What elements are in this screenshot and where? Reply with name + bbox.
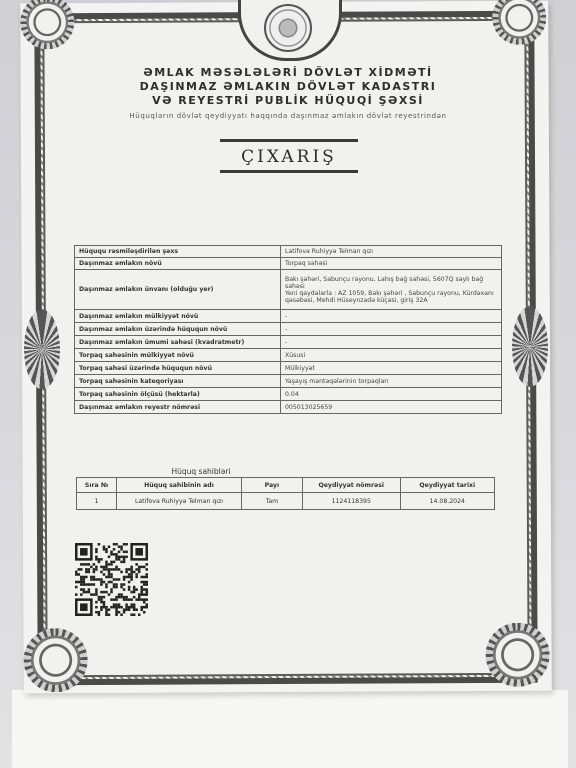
info-value (281, 270, 502, 310)
owners-cell: 1124118395 (302, 493, 400, 510)
info-value-text: Mülkiyyət (285, 364, 315, 372)
owners-cell: Tam (241, 493, 302, 510)
info-value (281, 375, 502, 388)
corner-ornament-bottom-right-icon (485, 623, 549, 687)
state-emblem-icon (264, 4, 312, 52)
info-label: Torpaq sahəsinin ölçüsü (hektarla) (75, 388, 281, 401)
info-row (75, 310, 502, 323)
property-info-body (75, 246, 502, 414)
side-ornament-right-icon (512, 307, 548, 387)
info-row (75, 258, 502, 270)
info-value-text: 005013025659 (285, 403, 333, 411)
info-value (281, 362, 502, 375)
info-row (75, 375, 502, 388)
header-line-1: ƏMLAK MƏSƏLƏLƏRİ DÖVLƏT XİDMƏTİ (143, 66, 433, 79)
owners-table (76, 477, 495, 510)
info-label: Torpaq sahəsi üzərində hüququn növü (75, 362, 281, 375)
owners-header-cell: Qeydiyyat nömrəsi (302, 478, 400, 493)
info-label: Daşınmaz əmlakın üzərində hüququn növü (75, 323, 281, 336)
title-rule-top (220, 139, 358, 142)
header-line-3: VƏ REYESTRİ PUBLİK HÜQUQİ ŞƏXSİ (152, 94, 424, 107)
info-row (75, 270, 502, 310)
side-ornament-left-icon (24, 309, 60, 389)
info-row (75, 336, 502, 349)
info-value-text: Torpaq sahəsi (285, 260, 328, 267)
info-value (281, 310, 502, 323)
document-title: ÇIXARIŞ (241, 147, 337, 167)
owners-header-cell: Payı (241, 478, 302, 493)
info-value-text: - (285, 312, 288, 320)
owners-body (77, 493, 495, 510)
paper-lower-edge (12, 690, 568, 768)
header-subtitle: Hüquqların dövlət qeydiyyatı haqqında daşınmaz əmlakın dövlət reyestrindən (129, 112, 447, 120)
header-line-2: DAŞINMAZ ƏMLAKIN DÖVLƏT KADASTRI (139, 80, 437, 93)
info-label: Daşınmaz əmlakın mülkiyyət növü (75, 310, 281, 323)
info-value-text: Yaşayış məntəqələrinin torpaqları (285, 377, 389, 385)
emblem-header (238, 0, 336, 62)
corner-ornament-bottom-left-icon (23, 628, 87, 692)
info-label: Hüququ rəsmiləşdirilən şəxs (75, 246, 281, 258)
info-value (281, 349, 502, 362)
info-value (281, 401, 502, 414)
info-value-text: Bakı şəhəri, Sabunçu rayonu, Lahış bağ sahəsi, 5607Q saylı bağ sahəsi (285, 275, 484, 290)
info-label: Daşınmaz əmlakın reyestr nömrəsi (75, 401, 281, 414)
info-value (281, 323, 502, 336)
owners-cell: 14.08.2024 (400, 493, 494, 510)
qr-code-icon (75, 543, 148, 616)
info-value-text: - (285, 338, 288, 346)
owners-row (77, 493, 495, 510)
info-label: Torpaq sahəsinin mülkiyyət növü (75, 349, 281, 362)
info-row (75, 349, 502, 362)
owners-cell: 1 (77, 493, 117, 510)
owners-header-cell: Hüquq sahibinin adı (117, 478, 242, 493)
info-label: Daşınmaz əmlakın ümumi sahəsi (kvadratmetr) (75, 336, 281, 349)
info-value (281, 258, 502, 270)
info-value (281, 336, 502, 349)
info-value-text: 0.04 (285, 390, 299, 398)
info-value (281, 246, 502, 258)
owners-header-row (77, 478, 495, 493)
owners-title: Hüquq sahibləri (171, 467, 231, 476)
document-title-band (220, 139, 358, 175)
info-row (75, 246, 502, 258)
info-row (75, 388, 502, 401)
info-value (281, 388, 502, 401)
info-value-text: - (285, 325, 288, 333)
info-value-text: Latifova Ruhiyyə Telman qızı (285, 248, 374, 255)
title-rule-bottom (220, 170, 358, 173)
owners-header-cell: Sıra № (77, 478, 117, 493)
info-row (75, 362, 502, 375)
info-label: Daşınmaz əmlakın ünvanı (olduğu yer) (75, 270, 281, 310)
owners-header-cell: Qeydiyyat tarixi (400, 478, 494, 493)
info-row (75, 401, 502, 414)
owners-cell: Latifova Ruhiyyə Telman qızı (117, 493, 242, 510)
info-value-text-new: Yeni qaydalarla : AZ 1059, Bakı şəhəri , Sabunçu rayonu, Kürdəxanı qəsəbəsi, Mehdi Hüseynzadə küçəsi, giriş 32A (285, 289, 494, 304)
property-info-table (74, 245, 502, 414)
info-label: Torpaq sahəsinin kateqoriyası (75, 375, 281, 388)
info-label: Daşınmaz əmlakın növü (75, 258, 281, 270)
info-value-text: Xüsusi (285, 351, 306, 359)
info-row (75, 323, 502, 336)
